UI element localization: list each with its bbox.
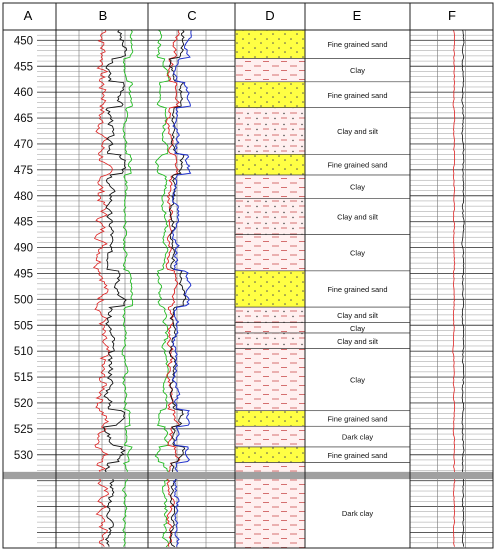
column-header-e: E <box>352 8 362 23</box>
description-label: Clay and silt <box>337 336 378 346</box>
column-header-a: A <box>23 8 33 23</box>
depth-tick-label: 520 <box>13 397 33 410</box>
description-cell <box>305 463 410 473</box>
column-header-c: C <box>187 8 197 23</box>
lithology-unit <box>235 478 305 548</box>
description-label: Clay and silt <box>337 212 378 222</box>
lithology-unit <box>235 349 305 411</box>
depth-tick-label: 450 <box>13 35 33 48</box>
depth-tick-label: 515 <box>13 372 33 385</box>
depth-tick-label: 455 <box>13 61 33 74</box>
description-label: Clay <box>349 182 366 192</box>
lithology-unit <box>235 108 305 155</box>
depth-tick-label: 500 <box>13 294 33 307</box>
lithology-unit <box>235 154 305 175</box>
lithology-unit <box>235 323 305 333</box>
depth-tick-label: 465 <box>13 113 33 126</box>
description-label: Clay <box>349 248 366 258</box>
description-label: Clay and silt <box>337 127 378 137</box>
lithology-unit <box>235 82 305 108</box>
lithology-unit <box>235 235 305 271</box>
depth-axis <box>14 35 33 461</box>
lithology-unit <box>235 307 305 323</box>
description-label: Clay <box>349 66 366 76</box>
lithology-unit <box>235 426 305 447</box>
depth-tick-label: 525 <box>13 423 33 436</box>
description-label: Clay and silt <box>337 310 378 320</box>
description-label: Fine grained sand <box>327 90 388 100</box>
lithology-unit <box>235 175 305 198</box>
lithology-unit <box>235 447 305 463</box>
column-header-b: B <box>98 8 108 23</box>
description-label: Dark clay <box>341 509 374 519</box>
column-header-d: D <box>265 8 275 23</box>
depth-tick-label: 505 <box>13 320 33 333</box>
column-headers <box>24 8 456 23</box>
lithology-unit <box>235 463 305 473</box>
depth-break-band <box>3 472 493 479</box>
lithology-unit <box>235 198 305 234</box>
depth-tick-label: 510 <box>13 346 33 359</box>
description-label: Fine grained sand <box>327 414 388 424</box>
depth-tick-label: 490 <box>13 242 33 255</box>
description-label: Fine grained sand <box>327 160 388 170</box>
depth-tick-label: 530 <box>13 449 33 462</box>
lithology-unit <box>235 333 305 349</box>
depth-tick-label: 485 <box>13 216 33 229</box>
description-label: Fine grained sand <box>327 285 388 294</box>
lithology-unit <box>235 58 305 81</box>
depth-tick-label: 495 <box>13 268 33 281</box>
column-header-f: F <box>448 8 456 23</box>
lithology-unit <box>235 411 305 427</box>
depth-tick-label: 475 <box>13 164 33 177</box>
depth-tick-label: 480 <box>13 190 33 203</box>
depth-tick-label: 470 <box>13 138 33 151</box>
description-label: Fine grained sand <box>327 450 388 460</box>
description-label: Fine grained sand <box>327 40 388 50</box>
lithology-column <box>235 30 305 548</box>
description-label: Dark clay <box>341 432 374 442</box>
description-label: Clay <box>349 323 366 333</box>
description-label: Clay <box>349 375 366 385</box>
depth-tick-label: 460 <box>13 87 33 100</box>
description-column <box>305 30 410 548</box>
lithology-unit <box>235 30 305 58</box>
lithology-unit <box>235 271 305 307</box>
